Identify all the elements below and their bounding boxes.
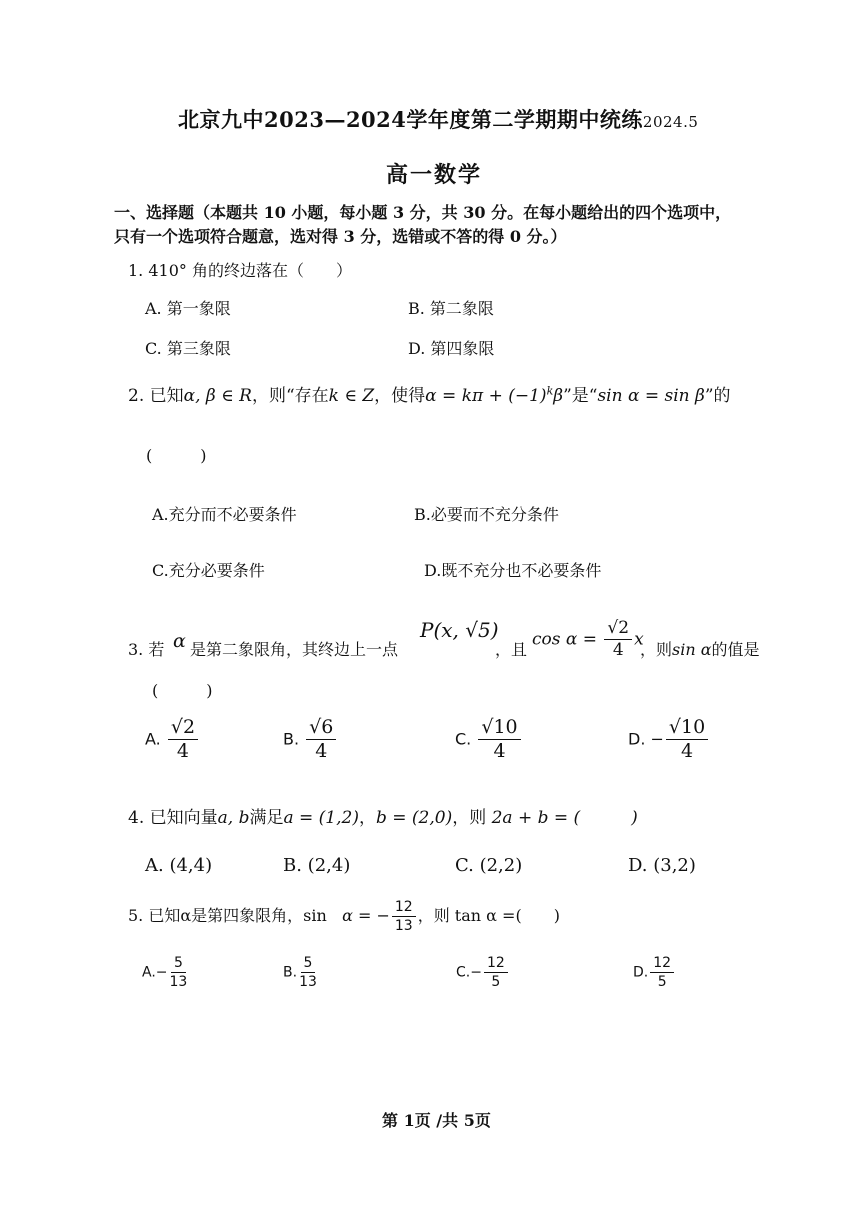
q5-text-2: α = − — [342, 906, 390, 926]
q3-option-d-sign: − — [650, 729, 664, 749]
q5-frac-den: 13 — [394, 917, 413, 934]
q5-option-b — [283, 956, 319, 989]
q5-option-b-den: 13 — [299, 973, 317, 990]
q5-option-d-label: D. — [633, 964, 649, 981]
q2-math-1: α, β ∈ R — [183, 386, 252, 406]
exam-title — [178, 104, 698, 134]
q3-option-d-label: D. — [628, 729, 646, 749]
q5-option-c-num: 12 — [484, 956, 508, 973]
q4-text-3: ， — [358, 808, 376, 828]
q3-option-a — [145, 718, 200, 762]
q3-option-b-num: √6 — [306, 718, 336, 740]
q2-number: 2. — [128, 386, 145, 406]
q3-cos-x: x — [634, 629, 644, 650]
q3-option-c-frac — [478, 718, 520, 762]
q4-option-d: D. (3,2) — [628, 855, 696, 876]
q3-alpha: α — [173, 630, 186, 652]
q3-option-b — [283, 718, 338, 762]
q3-option-a-den: 4 — [176, 739, 189, 762]
q5-text-1: 已知α是第四象限角，sin — [148, 906, 327, 926]
q5-option-b-frac — [299, 956, 317, 989]
q2-option-c: C.充分必要条件 — [152, 561, 265, 580]
q3-option-d-num: √10 — [666, 718, 708, 740]
q4-a-eq: a = (1,2) — [283, 808, 359, 828]
q4-text-2: 满足 — [249, 808, 284, 828]
q4-option-c: C. (2,2) — [455, 855, 523, 876]
q5-option-d-frac — [650, 956, 674, 989]
q5-option-a — [142, 956, 189, 989]
q3-option-c-den: 4 — [493, 739, 506, 762]
q4-number: 4. — [128, 808, 145, 828]
q5-option-c-label: C. — [456, 964, 471, 981]
q5-frac — [392, 900, 416, 933]
q3-sin: sin α — [672, 640, 712, 659]
q2-stem — [128, 381, 731, 406]
q3-point: P(x, √5) — [420, 618, 499, 642]
exam-subject: 高一数学 — [386, 162, 483, 188]
q5-option-b-num: 5 — [301, 956, 316, 973]
q3-option-a-frac — [168, 718, 198, 762]
q2-math-5: sin α = sin β — [597, 386, 705, 406]
q3-text-4 — [640, 637, 760, 660]
q5-number: 5. — [128, 906, 144, 926]
page-footer: 第 1页 /共 5页 — [382, 1111, 491, 1130]
q2-text-3: ，使得 — [374, 386, 426, 406]
q4-option-a: A. (4,4) — [145, 855, 213, 876]
q2-math-3: α = kπ + (−1) — [425, 386, 547, 406]
q5-option-d-den: 5 — [657, 973, 667, 990]
q5-text-3: ，则 tan α =( ) — [417, 906, 560, 926]
q3-text-5: 的值是 — [711, 640, 760, 659]
q2-answer-paren: ( ) — [146, 446, 207, 465]
q2-math-exp: k — [546, 384, 554, 398]
q2-text-1: 已知 — [149, 386, 184, 406]
q3-option-d-den: 4 — [681, 739, 694, 762]
q2-text-2: ，则“存在 — [251, 386, 329, 406]
q3-cos-frac — [604, 620, 632, 660]
q3-option-d — [628, 718, 710, 762]
q2-option-b: B.必要而不充分条件 — [414, 505, 559, 524]
q5-option-a-num: 5 — [171, 956, 186, 973]
q1-stem: 1. 410° 角的终边落在（ ） — [128, 261, 352, 280]
q3-text-4a: ，则 — [640, 640, 673, 659]
q2-option-d: D.既不充分也不必要条件 — [424, 561, 602, 580]
q5-option-c-den: 5 — [491, 973, 501, 990]
q1-option-a: A. 第一象限 — [145, 299, 231, 318]
q5-option-c-frac — [484, 956, 508, 989]
q1-option-d: D. 第四象限 — [408, 339, 495, 358]
q3-option-a-label: A. — [145, 729, 161, 749]
q5-option-a-sign: − — [155, 964, 168, 981]
q3-option-d-frac — [666, 718, 708, 762]
q4-stem — [128, 803, 638, 828]
section-heading-line2: 只有一个选项符合题意，选对得 3 分，选错或不答的得 0 分。） — [114, 227, 567, 246]
q2-option-a: A.充分而不必要条件 — [152, 505, 297, 524]
q3-text-3: ，且 — [495, 640, 528, 659]
section-heading-line1: 一、选择题（本题共 10 小题，每小题 3 分，共 30 分。在每小题给出的四个选项中， — [114, 203, 732, 222]
q4-vecs: a, b — [217, 808, 250, 828]
q3-option-c-num: √10 — [478, 718, 520, 740]
q3-option-b-frac — [306, 718, 336, 762]
q3-option-c — [455, 718, 523, 762]
q4-expr: 2a + b = ( ) — [491, 808, 638, 828]
q3-option-b-den: 4 — [315, 739, 328, 762]
q2-math-4: β — [553, 386, 564, 406]
q4-text-1: 已知向量 — [149, 808, 218, 828]
q5-frac-num: 12 — [392, 900, 416, 917]
q3-option-b-label: B. — [283, 729, 300, 749]
q5-stem — [128, 900, 560, 933]
q2-text-5: ”的 — [704, 386, 731, 406]
q3-number: 3. — [128, 640, 144, 659]
exam-title-text: 北京九中2023—2024学年度第二学期期中统练 — [178, 107, 643, 132]
q5-option-c-sign: − — [470, 964, 482, 981]
q3-text-1: 若 — [148, 640, 165, 659]
q5-option-b-label: B. — [283, 964, 298, 981]
q1-option-c: C. 第三象限 — [145, 339, 231, 358]
q5-option-d-num: 12 — [650, 956, 674, 973]
q5-option-c — [456, 956, 510, 989]
q2-math-2: k ∈ Z — [328, 386, 375, 406]
q3-cos-num: √2 — [604, 620, 632, 640]
q3-answer-paren: ( ) — [152, 681, 213, 700]
q3-part-1 — [128, 637, 164, 660]
q3-cos-lhs: cos α = — [532, 629, 598, 650]
q4-b-eq: b = (2,0) — [375, 808, 453, 828]
q3-cos-expr — [532, 620, 644, 660]
q5-option-a-label: A. — [142, 964, 156, 981]
q5-option-d — [633, 956, 676, 989]
q5-option-a-frac — [170, 956, 188, 989]
q3-cos-den: 4 — [612, 639, 624, 660]
q3-option-c-label: C. — [455, 729, 472, 749]
q4-option-b: B. (2,4) — [283, 855, 351, 876]
q4-text-4: ，则 — [452, 808, 487, 828]
q1-option-b: B. 第二象限 — [408, 299, 494, 318]
q3-text-2: 是第二象限角，其终边上一点 — [190, 640, 399, 659]
q5-option-a-den: 13 — [169, 973, 188, 990]
q2-text-4: ”是“ — [563, 386, 598, 406]
q3-option-a-num: √2 — [168, 718, 198, 740]
exam-date: 2024.5 — [642, 113, 699, 131]
